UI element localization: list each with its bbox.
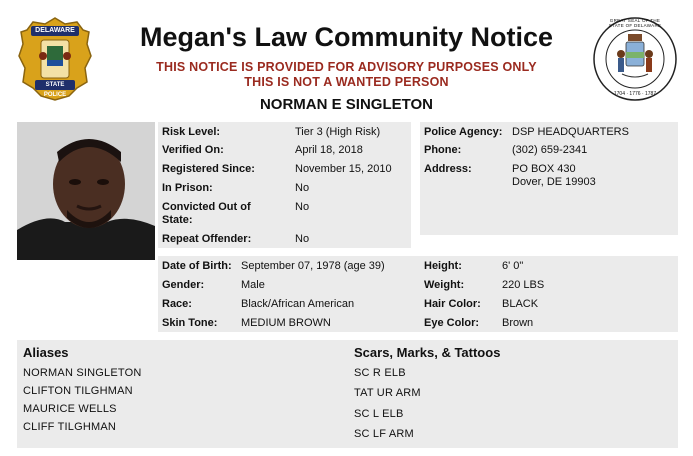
page-title: Megan's Law Community Notice [140,22,553,52]
phone-value: (302) 659-2341 [512,144,588,156]
police-agency-value: DSP HEADQUARTERS [512,126,629,138]
person-name: NORMAN E SINGLETON [259,96,434,113]
height-value: 6' 0" [502,260,524,272]
repeat-offender-value: No [295,233,310,245]
date-of-birth-value: September 07, 1978 (age 39) [241,260,385,272]
badge-bottom-text: STATE POLICE [43,82,67,98]
offender-photo [17,122,155,260]
scar-item: SC L ELB [354,408,404,420]
date-of-birth-label: Date of Birth: [162,260,232,272]
risk-level-value: Tier 3 (High Risk) [295,126,381,138]
repeat-offender-label: Repeat Offender: [162,233,252,245]
convicted-out-of-state-label-2: State: [162,214,193,226]
scar-item: SC LF ARM [354,428,414,440]
height-label: Height: [424,260,462,272]
gender-label: Gender: [162,279,205,291]
race-label: Race: [162,298,192,310]
registry-info-panel [158,122,411,248]
address-line1: PO BOX 430 [512,163,576,175]
hair-color-label: Hair Color: [424,298,481,310]
seal-ring-text: GREAT SEAL OF THE STATE OF DELAWARE [608,18,662,28]
agency-info-panel [420,122,678,235]
scars-title: Scars, Marks, & Tattoos [354,345,501,360]
registered-since-value: November 15, 2010 [295,163,392,175]
alias-item: MAURICE WELLS [23,403,117,415]
not-wanted-notice: THIS IS NOT A WANTED PERSON [244,75,449,89]
in-prison-label: In Prison: [162,182,213,194]
in-prison-value: No [295,182,310,194]
aliases-title: Aliases [23,345,69,360]
verified-on-value: April 18, 2018 [295,144,363,156]
race-value: Black/African American [241,298,355,310]
eye-color-label: Eye Color: [424,317,480,329]
registered-since-label: Registered Since: [162,163,255,175]
weight-label: Weight: [424,279,465,291]
aliases-scars-panel [17,340,678,448]
weight-value: 220 LBS [502,279,545,291]
address-line2: Dover, DE 19903 [512,176,596,188]
hair-color-value: BLACK [502,298,539,310]
convicted-out-of-state-value: No [295,201,310,213]
address-label: Address: [424,163,472,175]
skin-tone-value: MEDIUM BROWN [241,317,331,329]
advisory-notice: THIS NOTICE IS PROVIDED FOR ADVISORY PURPOSES ONLY [156,60,537,74]
convicted-out-of-state-label-1: Convicted Out of [162,201,251,213]
seal-dates: 1704 · 1776 · 1787 [613,91,657,97]
great-seal-of-delaware-logo [592,16,678,102]
eye-color-value: Brown [502,317,534,329]
alias-item: NORMAN SINGLETON [23,367,142,379]
phone-label: Phone: [424,144,462,156]
gender-value: Male [241,279,265,291]
risk-level-label: Risk Level: [162,126,221,138]
scar-item: SC R ELB [354,367,406,379]
scar-item: TAT UR ARM [354,387,421,399]
police-agency-label: Police Agency: [424,126,503,138]
alias-item: CLIFF TILGHMAN [23,421,117,433]
alias-item: CLIFTON TILGHMAN [23,385,133,397]
skin-tone-label: Skin Tone: [162,317,218,329]
badge-top-text: DELAWARE [35,27,75,34]
verified-on-label: Verified On: [162,144,224,156]
physical-description-panel [158,256,678,332]
